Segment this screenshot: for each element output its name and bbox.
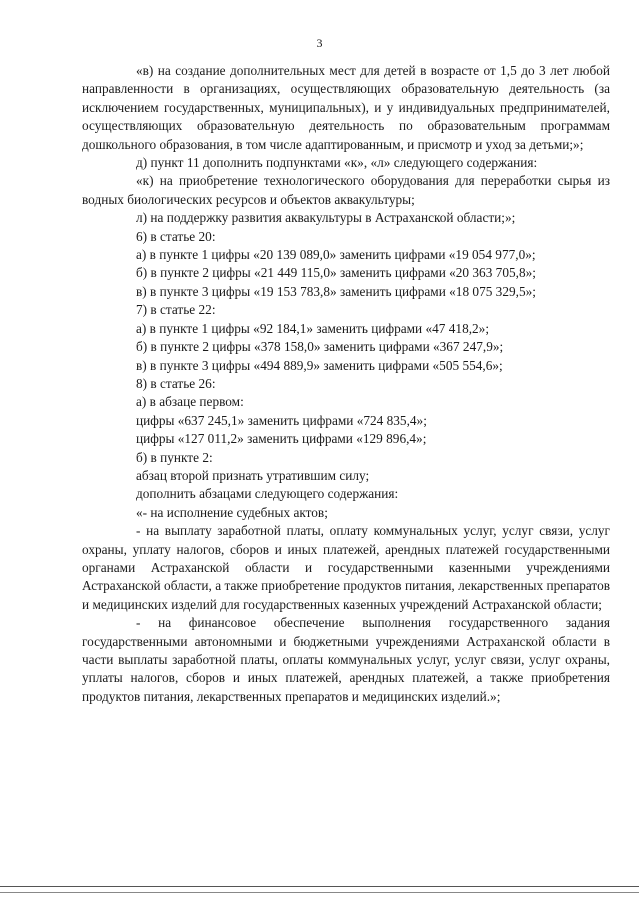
paragraph: дополнить абзацами следующего содержания: xyxy=(136,486,399,502)
paragraph: в) в пункте 3 цифры «19 153 783,8» заменить цифрами «18 075 329,5»; xyxy=(136,283,536,299)
paragraph: «к) на приобретение технологического оборудования для переработки сырья из водных биологических ресурсов и объектов аквакультуры; xyxy=(82,173,610,207)
paragraph: а) в пункте 1 цифры «20 139 089,0» заменить цифрами «19 054 977,0»; xyxy=(136,247,536,263)
paragraph: «в) на создание дополнительных мест для детей в возрасте от 1,5 до 3 лет любой направленности в организациях, осуществляющих образовательную деятельность (за исключением государственных, муниципальных), и у индивидуальных предпринимателей, осуществляющих образовательную деятельность по образовательным программам дошкольного образования, в том числе адаптированным, и присмотр и уход за детьми;»; xyxy=(82,63,610,152)
paragraph: а) в пункте 1 цифры «92 184,1» заменить цифрами «47 418,2»; xyxy=(136,320,490,336)
paragraph: абзац второй признать утратившим силу; xyxy=(136,467,370,483)
paragraph: а) в абзаце первом: xyxy=(136,394,244,410)
paragraph: - на финансовое обеспечение выполнения государственного задания государственными автономными и бюджетными учреждениями Астраханской области в части выплаты заработной платы, оплаты коммунальных услуг, услуг связи, услуг охраны, уплаты налогов, сборов и иных платежей, арендных платежей, а также приобретения продуктов питания, лекарственных препаратов и медицинских изделий.»; xyxy=(82,615,610,704)
paragraph: 6) в статье 20: xyxy=(136,228,216,244)
paragraph: 8) в статье 26: xyxy=(136,375,216,391)
paragraph: б) в пункте 2 цифры «378 158,0» заменить цифрами «367 247,9»; xyxy=(136,339,504,355)
paragraph: б) в пункте 2 цифры «21 449 115,0» заменить цифрами «20 363 705,8»; xyxy=(136,265,536,281)
paragraph: «- на исполнение судебных актов; xyxy=(136,504,328,520)
paragraph: л) на поддержку развития аквакультуры в Астраханской области;»; xyxy=(136,210,516,226)
paragraph: б) в пункте 2: xyxy=(136,449,213,465)
paragraph: - на выплату заработной платы, оплату коммунальных услуг, услуг связи, услуг охраны, уплату налогов, сборов и иных платежей, арендных платежей государственными органами Астраханской области и государственными казенными учреждениями Астраханской области, а также приобретение продуктов питания, лекарственных препаратов и медицинских изделий для государственных казенных учреждений Астраханской области; xyxy=(82,523,610,612)
document-body xyxy=(82,62,610,706)
paragraph: цифры «637 245,1» заменить цифрами «724 835,4»; xyxy=(136,412,427,428)
paragraph: 7) в статье 22: xyxy=(136,302,216,318)
scan-edge-line xyxy=(0,886,639,887)
scan-edge-line xyxy=(0,892,639,893)
paragraph: в) в пункте 3 цифры «494 889,9» заменить цифрами «505 554,6»; xyxy=(136,357,503,373)
page-number: 3 xyxy=(316,36,323,50)
paragraph: цифры «127 011,2» заменить цифрами «129 896,4»; xyxy=(136,431,427,447)
paragraph: д) пункт 11 дополнить подпунктами «к», «л» следующего содержания: xyxy=(136,155,538,171)
